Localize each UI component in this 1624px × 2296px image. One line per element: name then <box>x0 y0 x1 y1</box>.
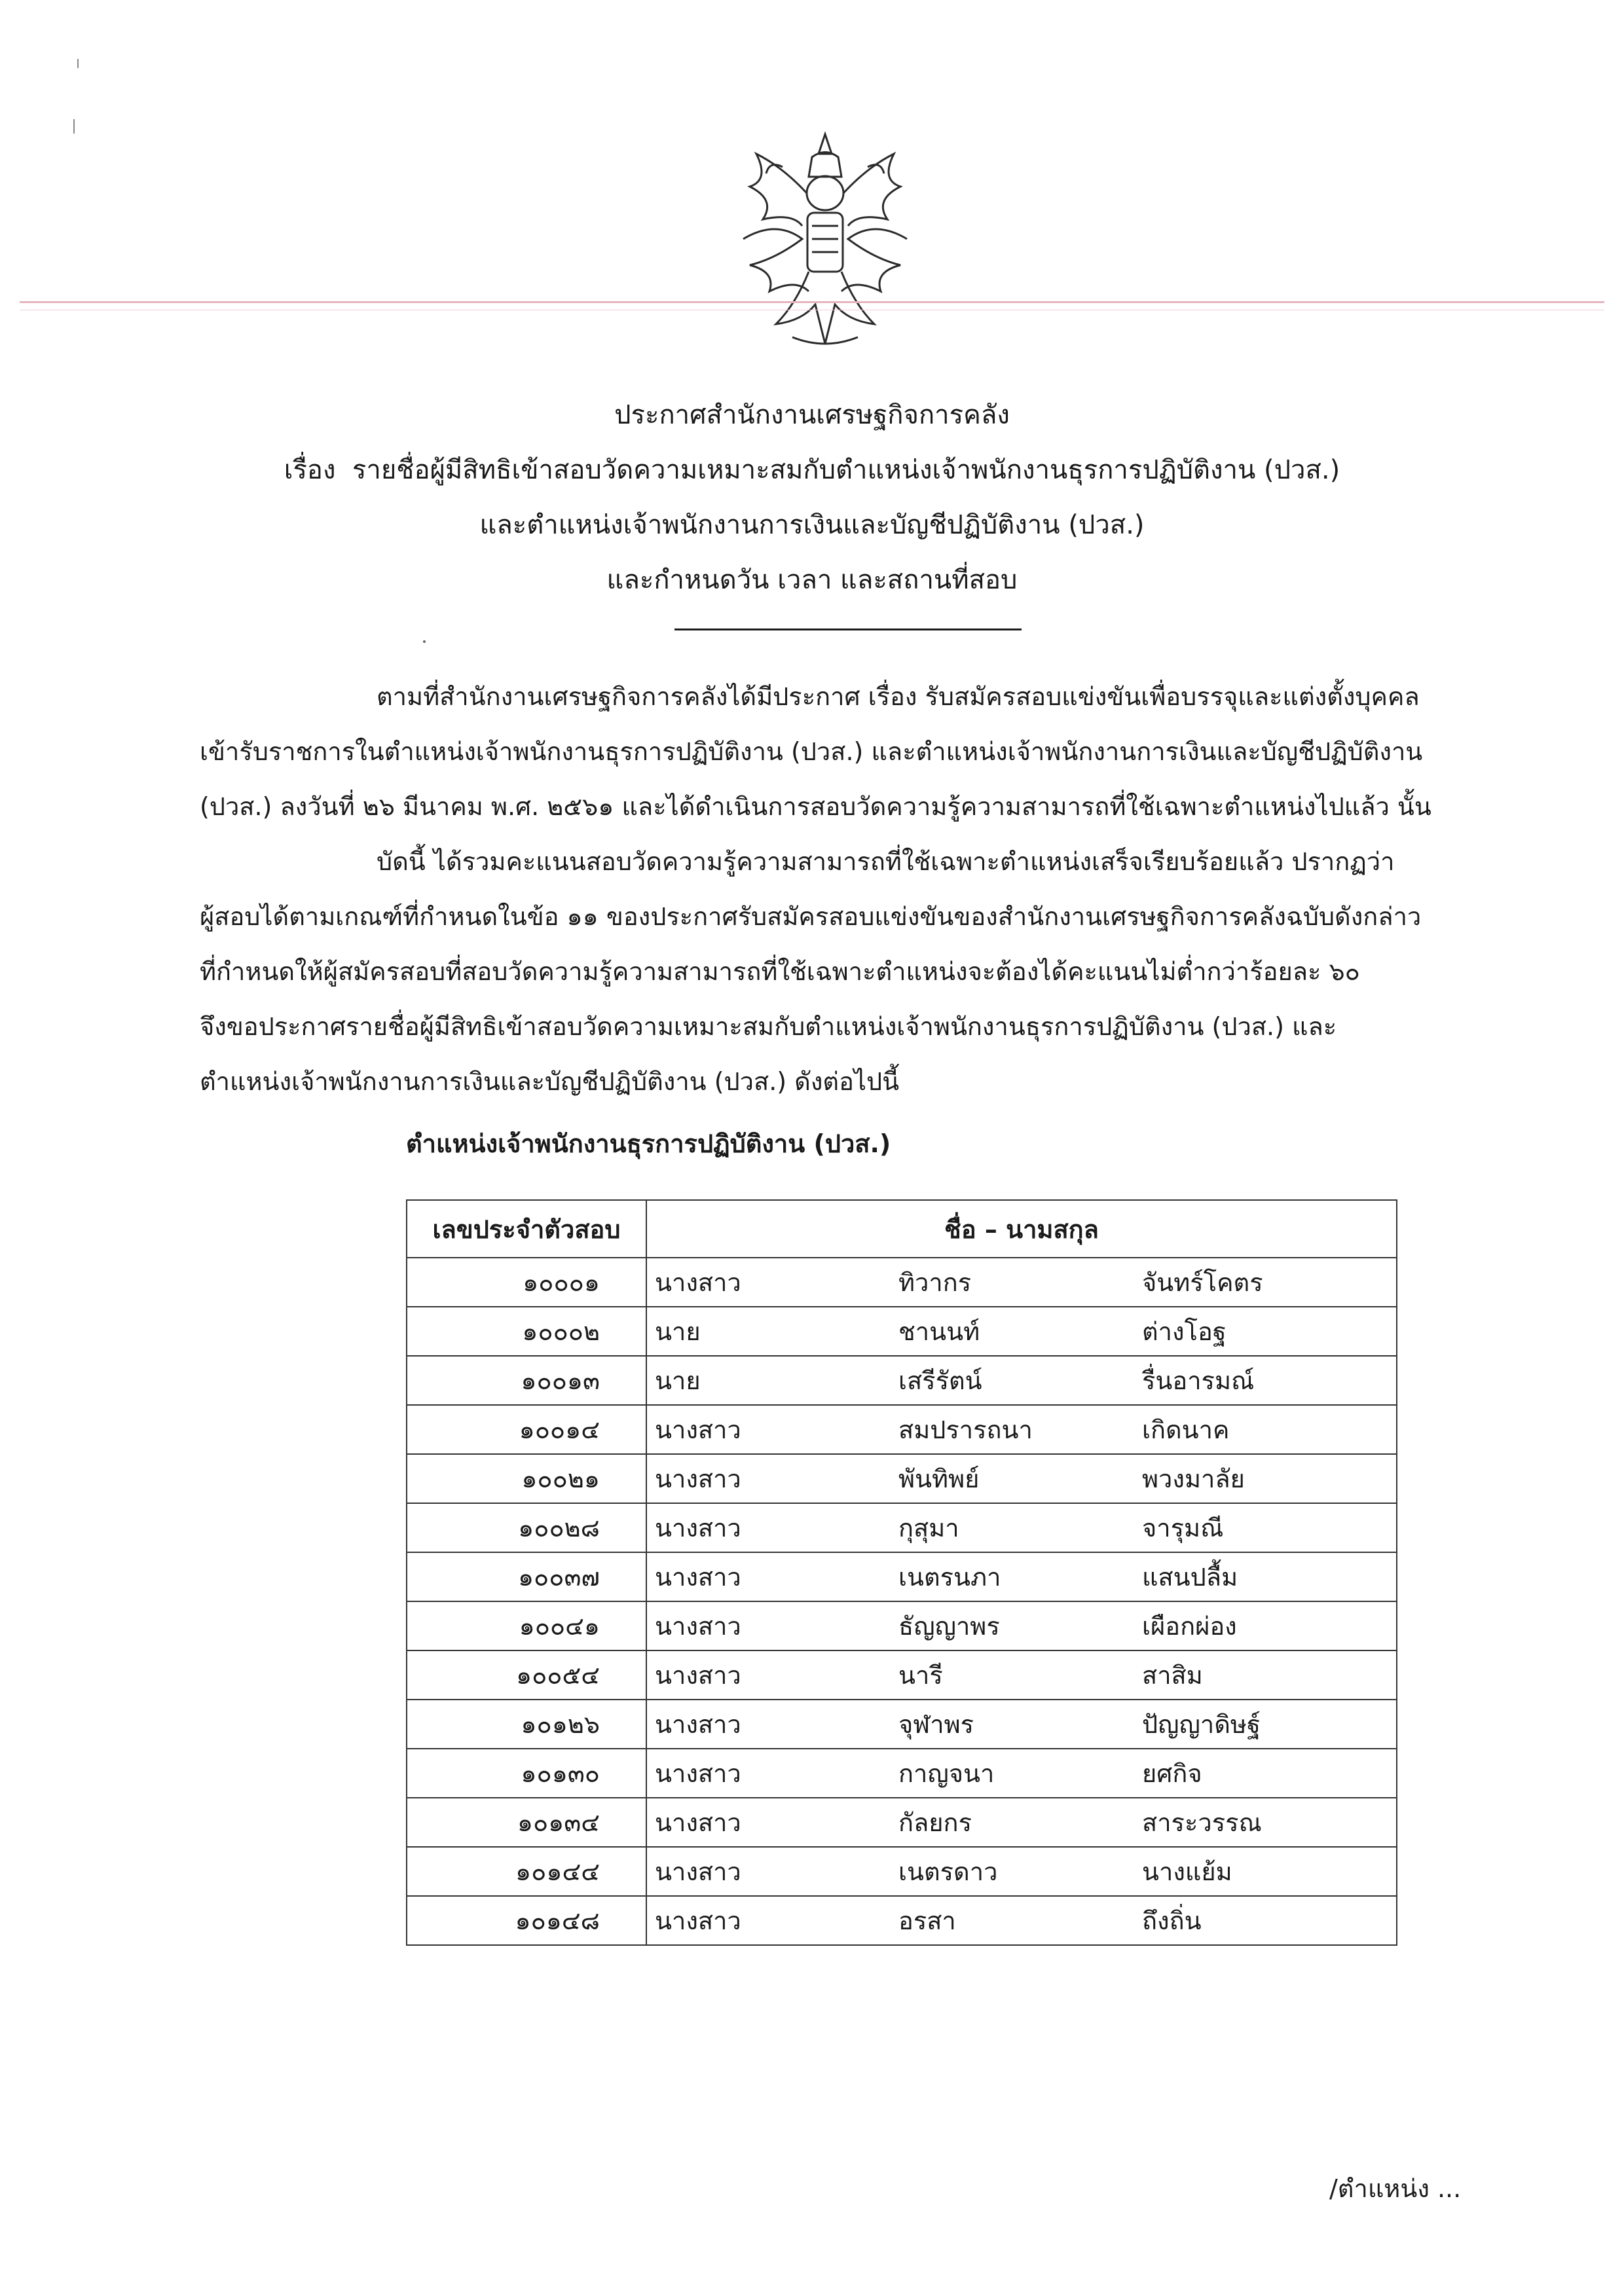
table-row <box>407 1258 1397 1307</box>
paragraph-line: เข้ารับราชการในตำแหน่งเจ้าพนักงานธุรการปฏิบัติงาน (ปวส.) และตำแหน่งเจ้าพนักงานการเงินและบัญชีปฏิบัติงาน <box>200 737 1423 766</box>
name-title: นาย <box>646 1356 891 1405</box>
exam-id: ๑๐๑๔๔ <box>407 1847 646 1896</box>
first-name: เสรีรัตน์ <box>891 1356 1134 1405</box>
exam-id: ๑๐๑๓๔ <box>407 1798 646 1847</box>
exam-id: ๑๐๑๓๐ <box>407 1749 646 1798</box>
table-row <box>407 1356 1397 1405</box>
exam-id: ๑๐๐๐๑ <box>407 1258 646 1307</box>
table-row <box>407 1601 1397 1650</box>
last-name: ปัญญาดิษฐ์ <box>1134 1700 1397 1749</box>
name-title: นางสาว <box>646 1405 891 1454</box>
exam-id: ๑๐๑๒๖ <box>407 1700 646 1749</box>
table-row <box>407 1552 1397 1601</box>
last-name: สาระวรรณ <box>1134 1798 1397 1847</box>
exam-id: ๑๐๐๐๒ <box>407 1307 646 1356</box>
announcement-title-block <box>0 388 1624 608</box>
table-row <box>407 1896 1397 1945</box>
first-name: สมปรารถนา <box>891 1405 1134 1454</box>
name-title: นางสาว <box>646 1700 891 1749</box>
intro-paragraph <box>200 669 1522 834</box>
table-row <box>407 1405 1397 1454</box>
last-name: จารุมณี <box>1134 1503 1397 1552</box>
first-name: เนตรดาว <box>891 1847 1134 1896</box>
exam-id: ๑๐๑๔๘ <box>407 1896 646 1945</box>
table-row <box>407 1454 1397 1503</box>
table-row <box>407 1650 1397 1700</box>
result-paragraph <box>200 834 1522 1109</box>
last-name: พวงมาลัย <box>1134 1454 1397 1503</box>
candidate-table <box>406 1199 1397 1946</box>
table-header-row <box>407 1200 1397 1258</box>
subject-line <box>0 443 1624 498</box>
subject-text-2: และตำแหน่งเจ้าพนักงานการเงินและบัญชีปฏิบัติงาน (ปวส.) <box>479 510 1145 540</box>
first-name: ธัญญาพร <box>891 1601 1134 1650</box>
name-title: นางสาว <box>646 1896 891 1945</box>
exam-id: ๑๐๐๑๔ <box>407 1405 646 1454</box>
table-row <box>407 1798 1397 1847</box>
announcement-title: ประกาศสำนักงานเศรษฐกิจการคลัง <box>614 400 1010 430</box>
exam-id: ๑๐๐๒๘ <box>407 1503 646 1552</box>
paragraph-line: ผู้สอบได้ตามเกณฑ์ที่กำหนดในข้อ ๑๑ ของประกาศรับสมัครสอบแข่งขันของสำนักงานเศรษฐกิจการคลังฉบับดังกล่าว <box>200 902 1422 931</box>
exam-id: ๑๐๐๕๔ <box>407 1650 646 1700</box>
first-name: กัลยกร <box>891 1798 1134 1847</box>
subject-text-3: และกำหนดวัน เวลา และสถานที่สอบ <box>606 565 1018 595</box>
last-name: เผือกผ่อง <box>1134 1601 1397 1650</box>
table-row <box>407 1847 1397 1896</box>
last-name: แสนปลื้ม <box>1134 1552 1397 1601</box>
exam-id: ๑๐๐๒๑ <box>407 1454 646 1503</box>
paragraph-line: ตำแหน่งเจ้าพนักงานการเงินและบัญชีปฏิบัติงาน (ปวส.) ดังต่อไปนี้ <box>200 1067 900 1096</box>
garuda-emblem-icon <box>730 128 920 357</box>
first-name: กาญจนา <box>891 1749 1134 1798</box>
first-name: นารี <box>891 1650 1134 1700</box>
last-name: รื่นอารมณ์ <box>1134 1356 1397 1405</box>
header-exam-id: เลขประจำตัวสอบ <box>407 1200 646 1258</box>
first-name: ชานนท์ <box>891 1307 1134 1356</box>
paragraph-line: บัดนี้ ได้รวมคะแนนสอบวัดความรู้ความสามารถที่ใช้เฉพาะตำแหน่งเสร็จเรียบร้อยแล้ว ปรากฏว่า <box>377 847 1395 876</box>
subject-prefix: เรื่อง <box>284 455 336 485</box>
table-row <box>407 1749 1397 1798</box>
name-title: นางสาว <box>646 1601 891 1650</box>
last-name: สาสิม <box>1134 1650 1397 1700</box>
header-divider-line <box>20 301 1604 303</box>
scan-artifact-mark <box>77 59 84 68</box>
name-title: นางสาว <box>646 1552 891 1601</box>
scan-artifact-dot <box>423 640 426 643</box>
table-row <box>407 1700 1397 1749</box>
header-full-name: ชื่อ – นามสกุล <box>646 1200 1397 1258</box>
paragraph-line: จึงขอประกาศรายชื่อผู้มีสิทธิเข้าสอบวัดความเหมาะสมกับตำแหน่งเจ้าพนักงานธุรการปฏิบัติงาน (ปวส.) และ <box>200 1012 1337 1041</box>
name-title: นางสาว <box>646 1847 891 1896</box>
scan-artifact-mark <box>73 119 80 134</box>
exam-id: ๑๐๐๓๗ <box>407 1552 646 1601</box>
name-title: นางสาว <box>646 1798 891 1847</box>
name-title: นางสาว <box>646 1503 891 1552</box>
paragraph-line: ตามที่สำนักงานเศรษฐกิจการคลังได้มีประกาศ เรื่อง รับสมัครสอบแข่งขันเพื่อบรรจุและแต่งตั้งบุคคล <box>377 682 1420 711</box>
table-row <box>407 1503 1397 1552</box>
first-name: อรสา <box>891 1896 1134 1945</box>
last-name: จันทร์โคตร <box>1134 1258 1397 1307</box>
exam-id: ๑๐๐๑๓ <box>407 1356 646 1405</box>
first-name: ทิวากร <box>891 1258 1134 1307</box>
first-name: พันทิพย์ <box>891 1454 1134 1503</box>
first-name: กุสุมา <box>891 1503 1134 1552</box>
last-name: ยศกิจ <box>1134 1749 1397 1798</box>
table-row <box>407 1307 1397 1356</box>
name-title: นางสาว <box>646 1650 891 1700</box>
last-name: ต่างโอฐ <box>1134 1307 1397 1356</box>
first-name: เนตรนภา <box>891 1552 1134 1601</box>
last-name: ถึงถิ่น <box>1134 1896 1397 1945</box>
name-title: นางสาว <box>646 1749 891 1798</box>
last-name: เกิดนาค <box>1134 1405 1397 1454</box>
continued-marker: /ตำแหน่ง ... <box>1329 2174 1462 2203</box>
paragraph-line: ที่กำหนดให้ผู้สมัครสอบที่สอบวัดความรู้ความสามารถที่ใช้เฉพาะตำแหน่งจะต้องได้คะแนนไม่ต่ำกว่าร้อยละ ๖๐ <box>200 957 1360 986</box>
title-underline <box>674 629 1022 630</box>
last-name: นางแย้ม <box>1134 1847 1397 1896</box>
first-name: จุฬาพร <box>891 1700 1134 1749</box>
name-title: นางสาว <box>646 1454 891 1503</box>
name-title: นางสาว <box>646 1258 891 1307</box>
exam-id: ๑๐๐๔๑ <box>407 1601 646 1650</box>
subject-text-1: รายชื่อผู้มีสิทธิเข้าสอบวัดความเหมาะสมกับตำแหน่งเจ้าพนักงานธุรการปฏิบัติงาน (ปวส.) <box>352 455 1340 485</box>
position-heading: ตำแหน่งเจ้าพนักงานธุรการปฏิบัติงาน (ปวส.) <box>406 1129 891 1158</box>
paragraph-line: (ปวส.) ลงวันที่ ๒๖ มีนาคม พ.ศ. ๒๕๖๑ และได้ดำเนินการสอบวัดความรู้ความสามารถที่ใช้เฉพาะตำแหน่งไปแล้ว นั้น <box>200 792 1431 821</box>
name-title: นาย <box>646 1307 891 1356</box>
